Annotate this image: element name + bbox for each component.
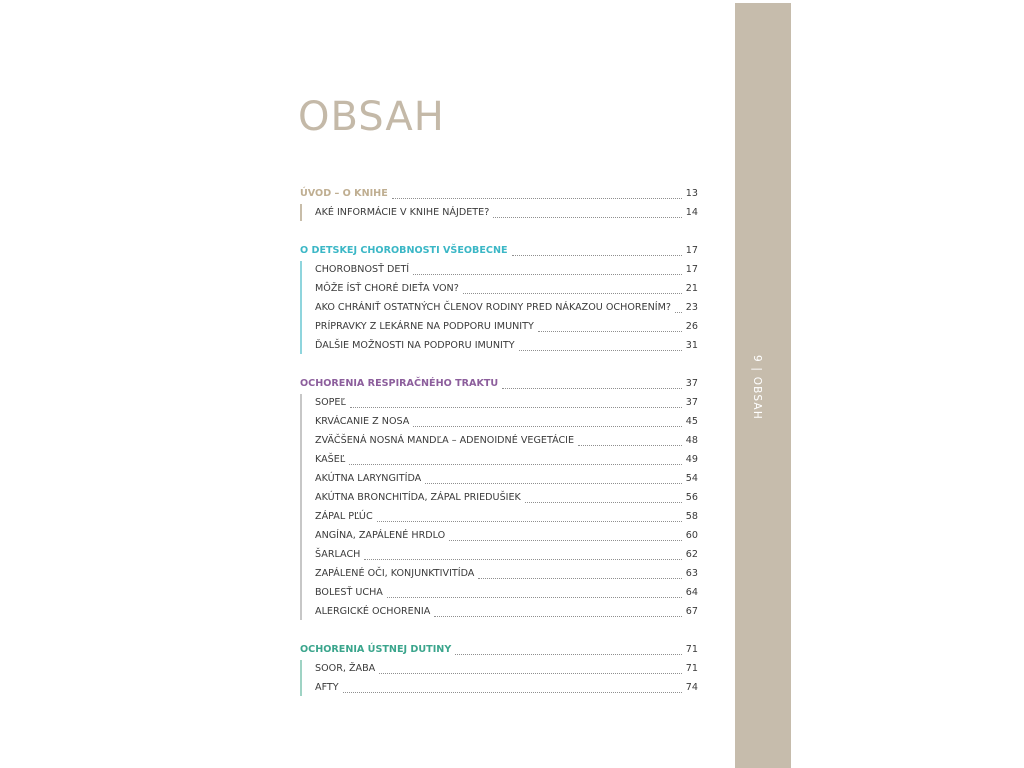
toc-entry-label: AFTY [315, 682, 339, 693]
toc-section-title: OCHORENIA RESPIRAČNÉHO TRAKTU [300, 378, 499, 389]
toc-entry[interactable] [315, 336, 698, 355]
toc-entry-label: SOPEĽ [315, 397, 346, 408]
toc-section-general [300, 241, 698, 355]
toc-entry-label: AKÉ INFORMÁCIE V KNIHE NÁJDETE? [315, 207, 490, 218]
toc-entry-label: ŠARLACH [315, 549, 361, 560]
dot-leader [449, 540, 682, 541]
toc-section-heading[interactable] [300, 374, 698, 393]
toc-subsection-list [300, 659, 698, 697]
toc-page-number: 63 [685, 568, 698, 579]
toc-page-number: 17 [685, 264, 698, 275]
dot-leader [413, 426, 682, 427]
toc-entry-label: PRÍPRAVKY Z LEKÁRNE NA PODPORU IMUNITY [315, 321, 534, 332]
dot-leader [413, 274, 682, 275]
dot-leader [525, 502, 682, 503]
toc-page-number: 45 [685, 416, 698, 427]
toc-entry-label: CHOROBNOSŤ DETÍ [315, 264, 410, 275]
dot-leader [434, 616, 682, 617]
toc-page-number: 54 [685, 473, 698, 484]
toc-entry-label: KRVÁCANIE Z NOSA [315, 416, 410, 427]
toc-entry[interactable] [315, 279, 698, 298]
toc-entry[interactable] [315, 412, 698, 431]
side-tab [735, 3, 791, 768]
dot-leader [379, 673, 682, 674]
dot-leader [538, 331, 682, 332]
toc-entry-label: ZÁPAL PĽÚC [315, 511, 373, 522]
dot-leader [392, 198, 682, 199]
toc-page-number: 58 [685, 511, 698, 522]
toc-entry[interactable] [315, 203, 698, 222]
toc-section-intro [300, 184, 698, 222]
toc-entry[interactable] [315, 431, 698, 450]
toc-page-number: 37 [685, 397, 698, 408]
toc-section-heading[interactable] [300, 184, 698, 203]
toc-page-number: 74 [685, 682, 698, 693]
toc-entry-label: ZVÄČŠENÁ NOSNÁ MANDĽA – ADENOIDNÉ VEGETÁCIE [315, 435, 575, 446]
dot-leader [349, 464, 682, 465]
toc-section-respiratory [300, 374, 698, 621]
toc-entry-label: ĎALŠIE MOŽNOSTI NA PODPORU IMUNITY [315, 340, 515, 351]
toc-section-title: OCHORENIA ÚSTNEJ DUTINY [300, 644, 452, 655]
dot-leader [493, 217, 682, 218]
table-of-contents [300, 184, 698, 697]
toc-page-number: 21 [685, 283, 698, 294]
toc-subsection-list [300, 203, 698, 222]
dot-leader [387, 597, 682, 598]
toc-entry-label: AKÚTNA BRONCHITÍDA, ZÁPAL PRIEDUŠIEK [315, 492, 521, 503]
toc-entry-label: ZAPÁLENÉ OČI, KONJUNKTIVITÍDA [315, 568, 475, 579]
toc-page-number: 14 [685, 207, 698, 218]
toc-page-number: 49 [685, 454, 698, 465]
toc-page-number: 37 [685, 378, 698, 389]
toc-entry-label: MÔŽE ÍSŤ CHORÉ DIEŤA VON? [315, 283, 459, 294]
toc-page-number: 26 [685, 321, 698, 332]
dot-leader [478, 578, 682, 579]
toc-page-number: 71 [685, 663, 698, 674]
toc-section-oral [300, 640, 698, 697]
dot-leader [463, 293, 682, 294]
toc-section-heading[interactable] [300, 241, 698, 260]
dot-leader [519, 350, 682, 351]
toc-page-number: 62 [685, 549, 698, 560]
toc-entry-label: AKÚTNA LARYNGITÍDA [315, 473, 422, 484]
toc-entry[interactable] [315, 469, 698, 488]
toc-entry-label: SOOR, ŽABA [315, 663, 376, 674]
toc-page-number: 67 [685, 606, 698, 617]
toc-entry[interactable] [315, 260, 698, 279]
dot-leader [343, 692, 682, 693]
toc-page-number: 48 [685, 435, 698, 446]
toc-page-number: 71 [685, 644, 698, 655]
toc-section-title: O DETSKEJ CHOROBNOSTI VŠEOBECNE [300, 245, 508, 256]
toc-page-number: 64 [685, 587, 698, 598]
toc-entry[interactable] [315, 488, 698, 507]
toc-entry[interactable] [315, 317, 698, 336]
toc-subsection-list [300, 260, 698, 355]
dot-leader [455, 654, 682, 655]
toc-page-number: 23 [685, 302, 698, 313]
toc-entry[interactable] [315, 564, 698, 583]
dot-leader [578, 445, 682, 446]
toc-page-number: 60 [685, 530, 698, 541]
dot-leader [675, 312, 682, 313]
side-tab-label: 9 | OBSAH [751, 355, 763, 420]
toc-section-heading[interactable] [300, 640, 698, 659]
dot-leader [377, 521, 682, 522]
toc-entry[interactable] [315, 526, 698, 545]
toc-entry[interactable] [315, 393, 698, 412]
toc-entry-label: ALERGICKÉ OCHORENIA [315, 606, 431, 617]
toc-page-number: 56 [685, 492, 698, 503]
toc-page-number: 31 [685, 340, 698, 351]
toc-entry[interactable] [315, 545, 698, 564]
toc-entry[interactable] [315, 602, 698, 621]
toc-page-number: 13 [685, 188, 698, 199]
toc-entry-label: ANGÍNA, ZAPÁLENÉ HRDLO [315, 530, 446, 541]
toc-entry[interactable] [315, 659, 698, 678]
toc-entry[interactable] [315, 583, 698, 602]
toc-section-title: ÚVOD – O KNIHE [300, 188, 388, 199]
dot-leader [350, 407, 682, 408]
toc-entry-label: BOLESŤ UCHA [315, 587, 383, 598]
toc-entry-label: AKO CHRÁNIŤ OSTATNÝCH ČLENOV RODINY PRED NÁKAZOU OCHORENÍM? [315, 302, 671, 313]
toc-entry[interactable] [315, 298, 698, 317]
toc-entry[interactable] [315, 507, 698, 526]
toc-page-number: 17 [685, 245, 698, 256]
toc-entry[interactable] [315, 678, 698, 697]
page-title: OBSAH [298, 94, 445, 140]
dot-leader [425, 483, 682, 484]
toc-entry[interactable] [315, 450, 698, 469]
dot-leader [502, 388, 682, 389]
toc-entry-label: KAŠEĽ [315, 454, 346, 465]
dot-leader [512, 255, 682, 256]
dot-leader [364, 559, 682, 560]
toc-subsection-list [300, 393, 698, 621]
